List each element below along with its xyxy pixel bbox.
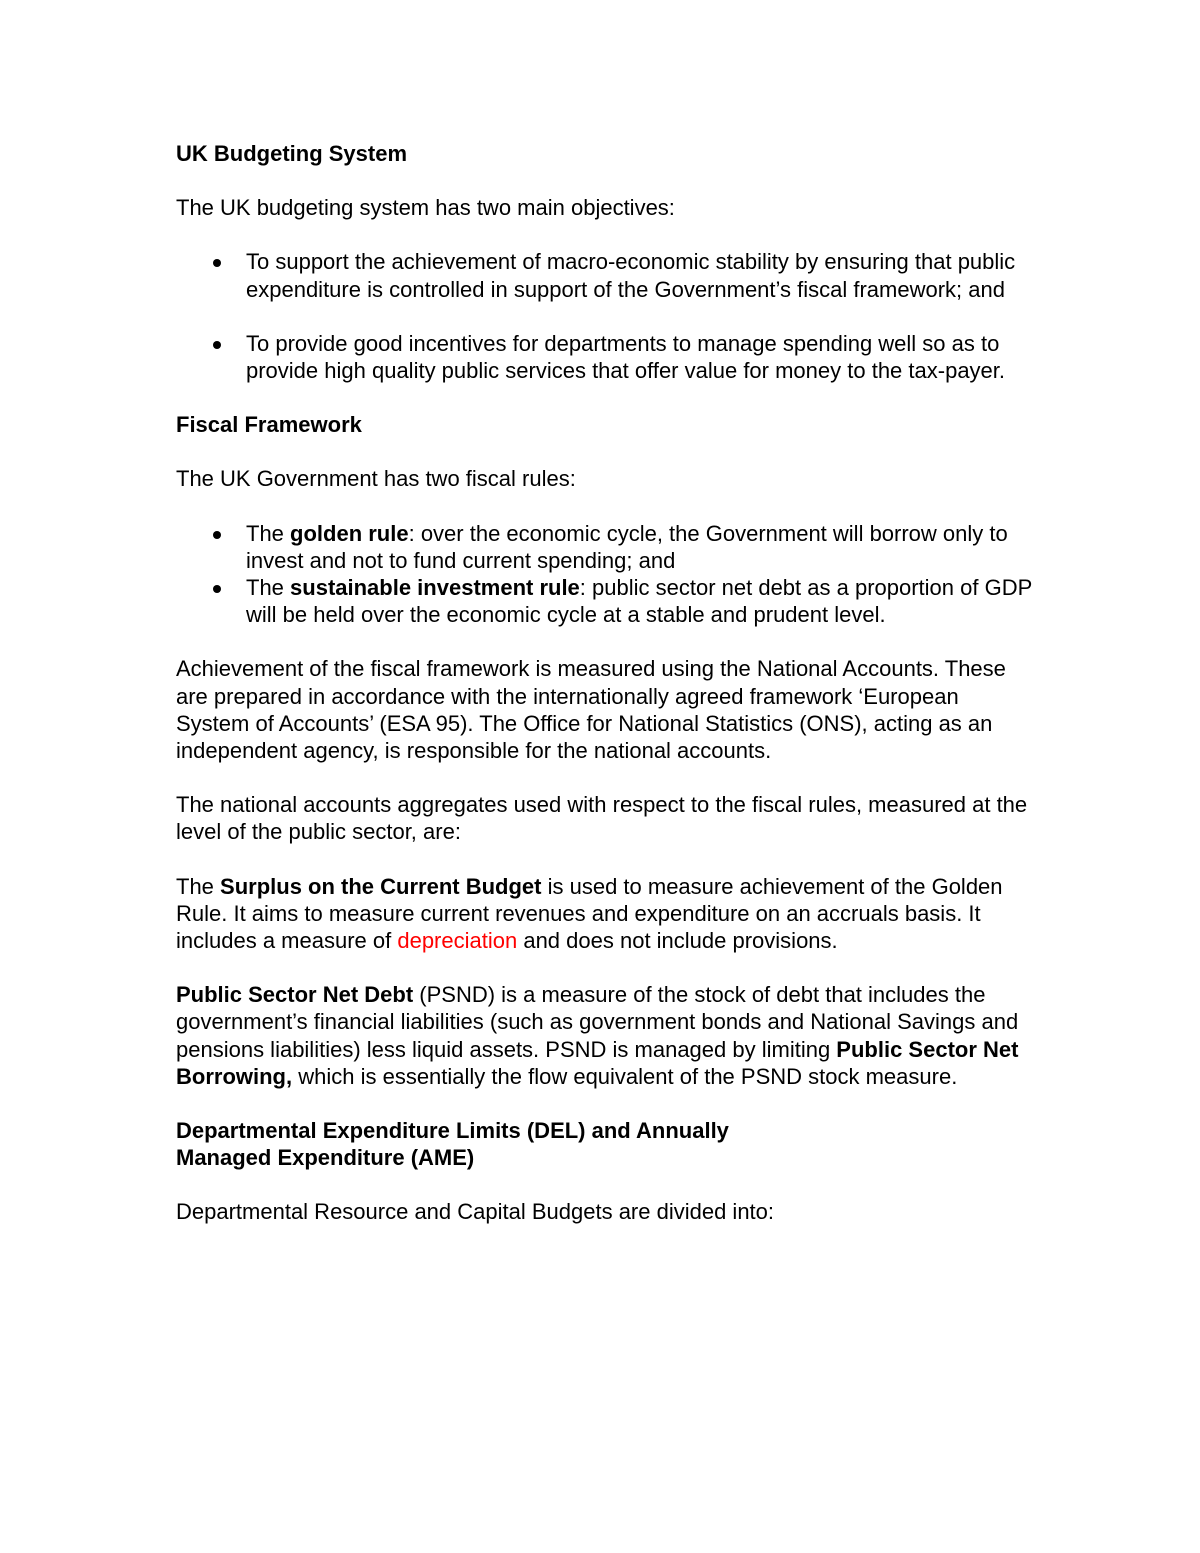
intro-paragraph: The UK budgeting system has two main objectives: bbox=[176, 195, 675, 221]
objective-text: To support the achievement of macro-economic stability by ensuring that public expenditure is controlled in support of the Government’s fiscal framework; and bbox=[246, 249, 1016, 302]
document-page bbox=[176, 140, 1036, 1226]
section-heading-fiscal-framework: Fiscal Framework bbox=[176, 412, 362, 438]
rule-prefix: The bbox=[246, 520, 291, 546]
bullet-icon bbox=[213, 585, 221, 593]
surplus-prefix: The bbox=[176, 873, 221, 899]
list-item bbox=[176, 248, 1036, 302]
document-title: UK Budgeting System bbox=[176, 141, 408, 166]
fiscal-intro-paragraph: The UK Government has two fiscal rules: bbox=[176, 466, 576, 492]
objective-text: To provide good incentives for departments to manage spending well so as to provide high quality public services that offer value for money to the tax-payer. bbox=[246, 330, 1006, 384]
rule-name: sustainable investment rule bbox=[290, 575, 580, 601]
rule-name: golden rule bbox=[290, 520, 409, 546]
section-heading-del-line1: Departmental Expenditure Limits (DEL) and Annually bbox=[176, 1118, 729, 1144]
surplus-text: is used to measure achievement of the Golden Rule. It aims to measure current revenues and expenditure on an accruals basis. It includes a measure of bbox=[176, 873, 1003, 954]
list-item bbox=[176, 574, 1036, 628]
psnd-paragraph bbox=[176, 981, 1036, 1090]
psnd-suffix: which is essentially the flow equivalent of the PSND stock measure. bbox=[292, 1063, 958, 1089]
psnb-term: Public Sector Net Borrowing, bbox=[176, 1036, 1019, 1089]
list-item bbox=[176, 330, 1036, 384]
bullet-icon bbox=[213, 531, 221, 539]
fiscal-rules-list bbox=[176, 520, 1036, 629]
rule-description: : over the economic cycle, the Government will borrow only to invest and not to fund current spending; and bbox=[246, 520, 1008, 573]
psnd-term: Public Sector Net Debt bbox=[176, 982, 414, 1008]
bullet-icon bbox=[213, 341, 221, 349]
psnd-text: (PSND) is a measure of the stock of debt that includes the government’s financial liabilities (such as government bonds and National Savings and pensions liabilities) less liquid assets. PSND is managed by limiting bbox=[176, 982, 1019, 1062]
bullet-icon bbox=[213, 259, 221, 267]
aggregates-paragraph: The national accounts aggregates used with respect to the fiscal rules, measured at the level of the public sector, are: bbox=[176, 792, 1028, 845]
surplus-paragraph bbox=[176, 873, 1036, 955]
section-heading-del-line2: Managed Expenditure (AME) bbox=[176, 1145, 475, 1171]
surplus-term: Surplus on the Current Budget bbox=[220, 873, 542, 899]
del-intro-paragraph: Departmental Resource and Capital Budgets are divided into: bbox=[176, 1199, 775, 1225]
list-item bbox=[176, 520, 1036, 574]
objectives-list bbox=[176, 248, 1036, 384]
achievement-paragraph: Achievement of the fiscal framework is measured using the National Accounts. These are prepared in accordance with the internationally agreed framework ‘European System of Accounts’ (ESA 95). The Office for National Statistics (ONS), acting as an independent agency, is responsible for the national accounts. bbox=[176, 656, 1006, 764]
depreciation-term: depreciation bbox=[397, 928, 518, 954]
surplus-suffix: and does not include provisions. bbox=[517, 928, 838, 954]
rule-description: : public sector net debt as a proportion of GDP will be held over the economic cycle at a stable and prudent level. bbox=[246, 575, 1032, 628]
rule-prefix: The bbox=[246, 575, 291, 601]
